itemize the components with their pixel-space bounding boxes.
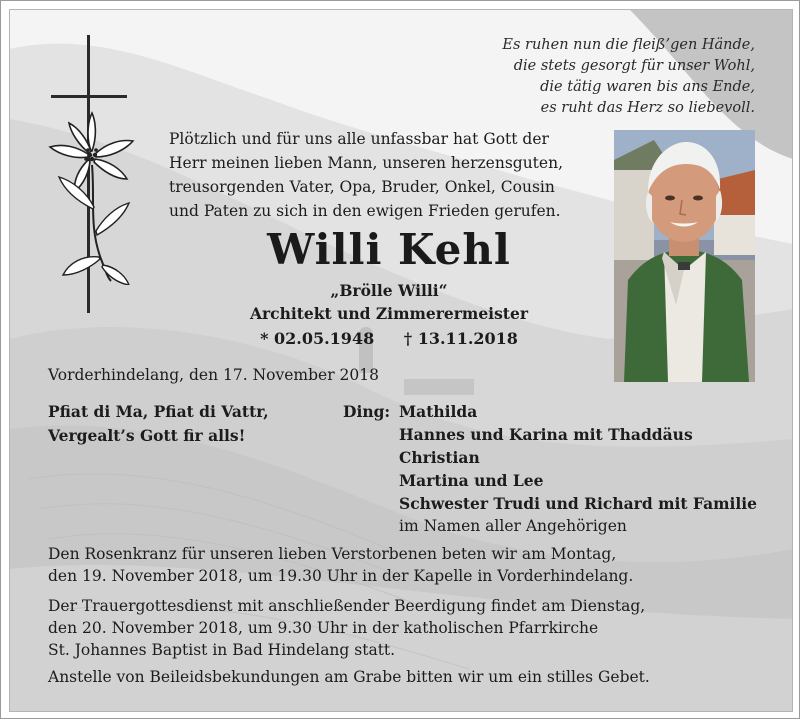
ding-label: Ding: [343,402,391,421]
nickname: „Brölle Willi“ [330,281,448,300]
funeral-line: den 20. November 2018, um 9.30 Uhr in der katholischen Pfarrkirche [48,619,599,637]
portrait-photo [614,130,755,382]
mourner-entry: Schwester Trudi und Richard mit Familie [399,494,758,513]
mourner-entry: Christian [399,448,480,467]
farewell-text [48,400,269,448]
intro-line: und Paten zu sich in den ewigen Frieden gerufen. [169,202,561,220]
profession: Architekt und Zimmerermeister [249,304,528,323]
mourner-entry: Mathilda [399,402,478,421]
rosary-info [48,543,758,587]
farewell-line: Vergealt’s Gott fir alls! [48,426,246,445]
rosary-line: den 19. November 2018, um 19.30 Uhr in der Kapelle in Vorderhindelang. [48,567,634,585]
mourner-entry: Hannes und Karina mit Thaddäus [399,425,693,444]
closing-request: Anstelle von Beileidsbekundungen am Grabe bitten wir um ein stilles Gebet. [48,668,650,686]
funeral-info [48,595,758,661]
poem-line: es ruht das Herz so liebevoll. [540,100,755,116]
funeral-line: St. Johannes Baptist in Bad Hindelang statt. [48,641,396,659]
intro-line: Plötzlich und für uns alle unfassbar hat Gott der [169,130,549,148]
poem-line: Es ruhen nun die fleiß’gen Hände, [502,37,755,53]
birth-date: * 02.05.1948 [260,329,375,348]
poem [479,35,755,119]
farewell-line: Pfiat di Ma, Pfiat di Vattr, [48,402,269,421]
funeral-line: Der Trauergottesdienst mit anschließender Beerdigung findet am Dienstag, [48,597,646,615]
intro-text [169,127,589,223]
place-and-date: Vorderhindelang, den 17. November 2018 [48,366,379,384]
deceased-name: Willi Kehl [267,225,511,274]
death-date: † 13.11.2018 [403,329,518,348]
rosary-line: Den Rosenkranz für unseren lieben Verstorbenen beten wir am Montag, [48,545,617,563]
life-dates [169,329,609,348]
intro-line: treusorgenden Vater, Opa, Bruder, Onkel, Cousin [169,178,555,196]
poem-line: die stets gesorgt für unser Wohl, [513,58,755,74]
mourners-closing: im Namen aller Angehörigen [399,517,627,535]
edelweiss-icon [45,109,137,285]
mourner-entry: Martina und Lee [399,471,544,490]
mourners-list [399,400,757,538]
poem-line: die tätig waren bis ans Ende, [540,79,755,95]
intro-line: Herr meinen lieben Mann, unseren herzensguten, [169,154,563,172]
